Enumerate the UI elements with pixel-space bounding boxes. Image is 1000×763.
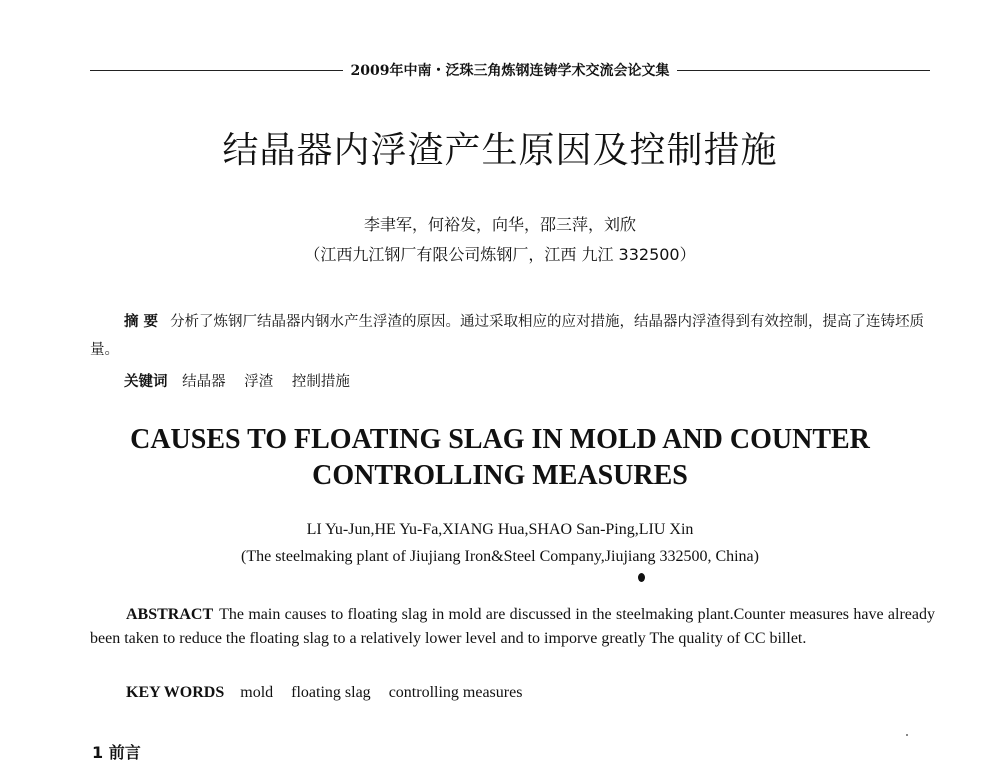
running-header	[90, 60, 930, 80]
chinese-keyword: 浮渣	[244, 374, 274, 390]
english-keyword: controlling measures	[388, 684, 523, 701]
scan-speck	[906, 734, 908, 736]
chinese-affiliation: （江西九江钢厂有限公司炼钢厂，江西 九江 332500）	[304, 245, 696, 264]
english-keywords-label: KEY WORDS	[126, 684, 225, 701]
scan-dot-mark	[638, 573, 645, 582]
chinese-authors: 李聿军，何裕发，向华，邵三萍，刘欣	[363, 215, 636, 234]
english-title	[0, 422, 1000, 494]
english-authors: LI Yu-Jun,HE Yu-Fa,XIANG Hua,SHAO San-Ping,LIU Xin	[306, 521, 694, 538]
running-title: 2009年中南・泛珠三角炼钢连铸学术交流会论文集	[350, 63, 670, 79]
header-rule-left	[90, 70, 343, 71]
english-abstract	[90, 603, 935, 651]
chinese-title: 结晶器内浮渣产生原因及控制措施	[222, 130, 778, 171]
chinese-abstract-text: 分析了炼钢厂结晶器内钢水产生浮渣的原因。通过采取相应的应对措施，结晶器内浮渣得到有效控制，提高了连铸坯质量。	[90, 314, 925, 358]
english-abstract-text: The main causes to floating slag in mold are discussed in the steelmaking plant.Counter measures have already been taken to reduce the floating slag to a relatively lower level and to imporve greatly The quality of CC billet.	[90, 606, 935, 647]
english-keyword: mold	[240, 684, 274, 701]
english-abstract-label: ABSTRACT	[126, 606, 214, 623]
english-keywords	[126, 684, 926, 702]
chinese-abstract-label: 摘 要	[124, 314, 159, 330]
section-heading: 1 前言	[92, 743, 141, 762]
english-title-line-1: CAUSES TO FLOATING SLAG IN MOLD AND COUNTER	[130, 424, 870, 455]
chinese-keywords-label: 关键词	[124, 374, 168, 390]
header-rule-right	[677, 70, 930, 71]
chinese-keywords	[124, 370, 924, 391]
chinese-keyword: 结晶器	[182, 374, 226, 390]
chinese-keyword: 控制措施	[291, 374, 350, 390]
chinese-abstract	[90, 308, 940, 364]
english-affiliation: (The steelmaking plant of Jiujiang Iron&Steel Company,Jiujiang 332500, China)	[241, 548, 759, 565]
english-title-line-2: CONTROLLING MEASURES	[312, 460, 688, 491]
english-keyword: floating slag	[291, 684, 371, 701]
